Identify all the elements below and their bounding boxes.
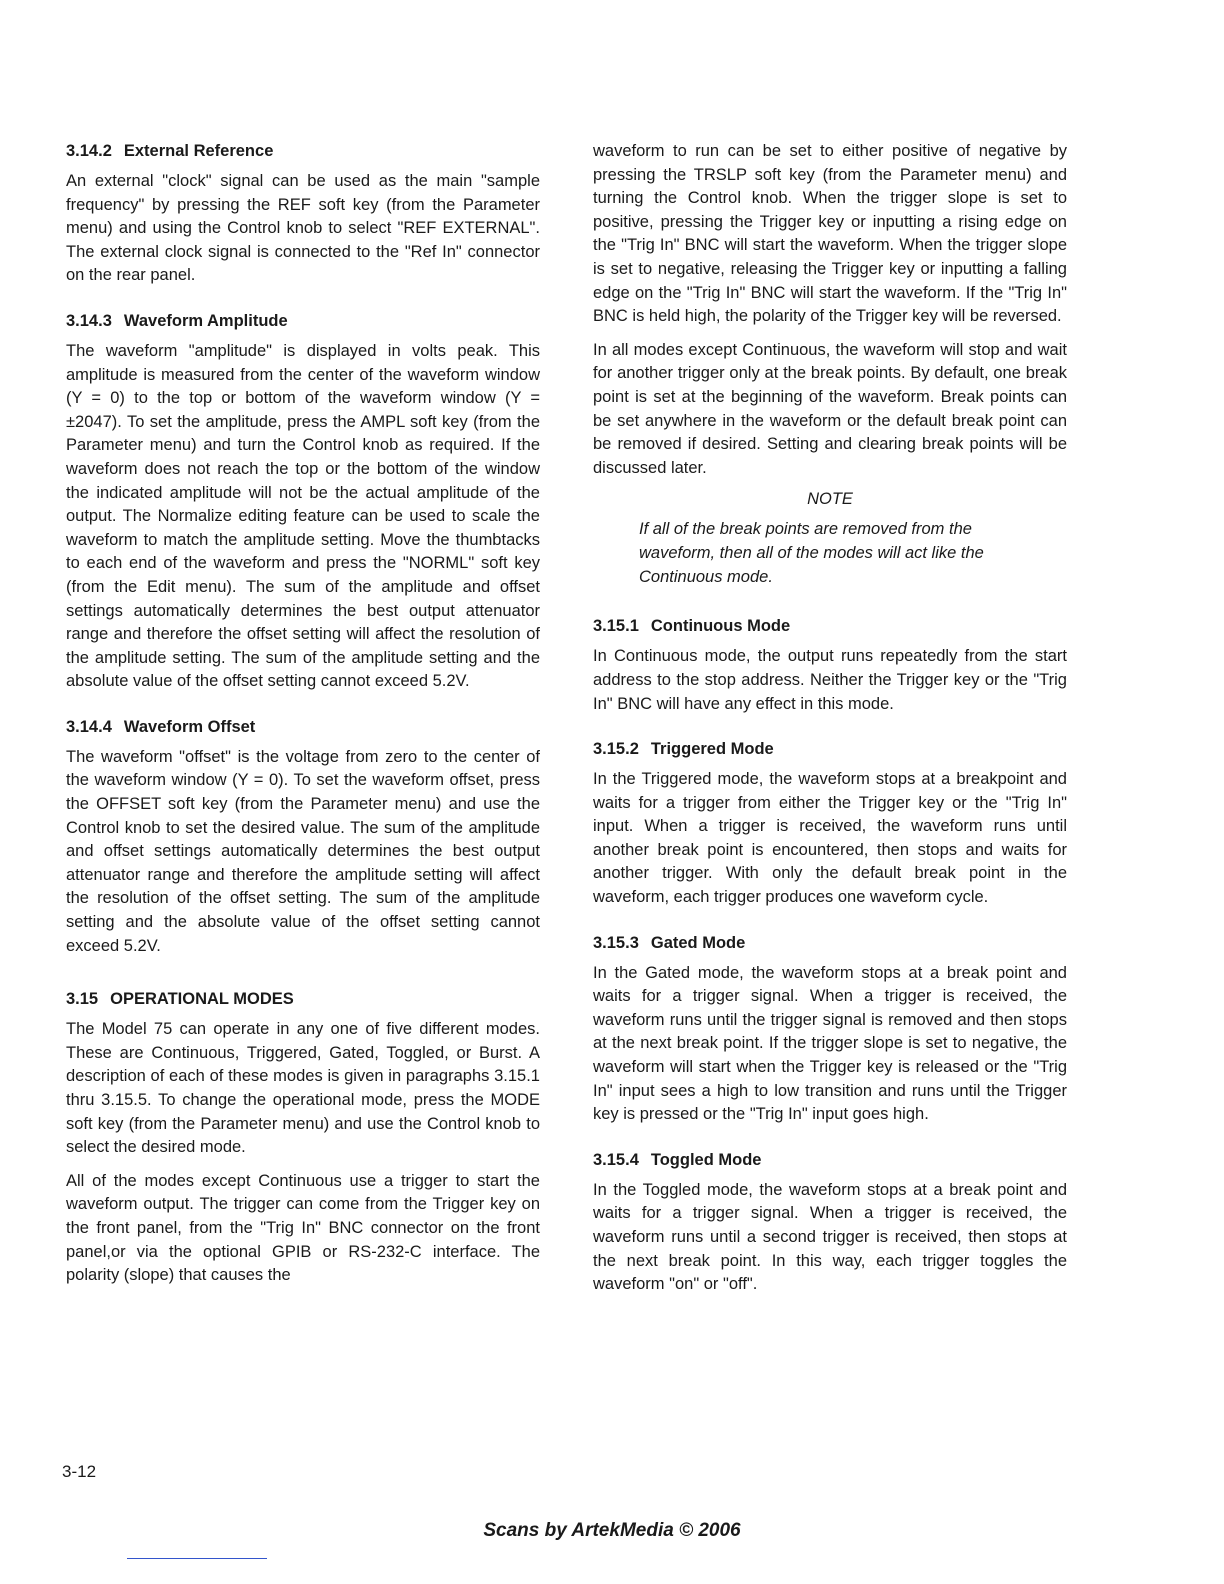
paragraph: waveform to run can be set to either positive of negative by pressing the TRSLP soft key (from the Parameter menu) and turning the Control knob. When the trigger slope is set to positive, pressing the Trigger key or inputting a rising edge on the "Trig In" BNC will start the waveform. When the trigger slope is set to negative, releasing the Trigger key or inputting a falling edge on the "Trig In" BNC will start the waveform. If the "Trig In" BNC is held high, the polarity of the Trigger key will be reversed.: [593, 142, 1067, 326]
paragraph: An external "clock" signal can be used as the main "sample frequency" by pressing the REF soft key (from the Parameter menu) and using the Control knob to select "REF EXTERNAL". The external clock signal is connected to the "Ref In" connector on the rear panel.: [66, 172, 540, 285]
left-column: [66, 140, 540, 1298]
page-number: 3-12: [62, 1462, 97, 1481]
section-heading-waveform-offset: [66, 716, 540, 738]
right-column: [593, 140, 1067, 1307]
paragraph: In Continuous mode, the output runs repeatedly from the start address to the stop address. Neither the Trigger key or the "Trig In" BNC will have any effect in this mode.: [593, 647, 1067, 713]
section-title: Waveform Offset: [123, 717, 256, 736]
section-heading-triggered-mode: [593, 738, 1067, 760]
section-title: Triggered Mode: [650, 740, 774, 759]
section-title: Toggled Mode: [650, 1150, 762, 1169]
section-title: OPERATIONAL MODES: [110, 990, 294, 1009]
paragraph: All of the modes except Continuous use a trigger to start the waveform output. The trigger can come from the Trigger key on the front panel, from the "Trig In" BNC connector on the front panel,or via the optional GPIB or RS-232-C interface. The polarity (slope) that causes the: [66, 1171, 540, 1285]
section-number: 3.14.3: [66, 311, 112, 330]
paragraph: The waveform "amplitude" is displayed in volts peak. This amplitude is measured from the center of the waveform window (Y = 0) to the top or bottom of the waveform window (Y = ±2047). To set the amplitude, press the AMPL soft key (from the Parameter menu) and turn the Control knob as required. If the waveform does not reach the top or the bottom of the window the indicated amplitude will not be the actual amplitude of the output. The Normalize editing feature can be used to scale the waveform to match the amplitude setting. Move the thumbtacks to each end of the waveform and press the "NORML" soft key (from the Edit menu). The sum of the amplitude and offset settings automatically determines the best output attenuator range and therefore the offset setting will affect the resolution of the amplitude setting. The sum of the amplitude setting and the absolute value of the offset setting cannot exceed 5.2V.: [66, 341, 540, 691]
paragraph: In the Triggered mode, the waveform stops at a breakpoint and waits for a trigger from either the Trigger key or the "Trig In" input. When a trigger is received, the waveform runs until another break point is encountered, then stops and waits for another trigger. With only the default break point in the waveform, each trigger produces one waveform cycle.: [593, 770, 1067, 907]
footer-divider: [127, 1558, 267, 1559]
paragraph: In the Toggled mode, the waveform stops at a break point and waits for a trigger signal. When a trigger is received, the waveform runs until a second trigger is received, then stops at the next break point. In this way, each trigger toggles the waveform "on" or "off".: [593, 1180, 1067, 1294]
paragraph: In all modes except Continuous, the waveform will stop and wait for another trigger only at the break points. By default, one break point is set at the beginning of the waveform. Break points can be set anywhere in the waveform or the default break point can be removed if desired. Setting and clearing break points will be discussed later.: [593, 340, 1067, 477]
section-number: 3.15.3: [593, 933, 639, 952]
section-number: 3.15: [66, 990, 99, 1009]
section-title: Continuous Mode: [650, 617, 791, 636]
section-title: Waveform Amplitude: [123, 311, 288, 330]
section-heading-toggled-mode: [593, 1149, 1067, 1171]
note-body: If all of the break points are removed from the waveform, then all of the modes will act like the Continuous mode.: [639, 520, 984, 587]
section-heading-continuous-mode: [593, 615, 1067, 637]
section-heading-external-reference: [66, 140, 540, 162]
section-number: 3.15.4: [593, 1150, 639, 1169]
paragraph: In the Gated mode, the waveform stops at a break point and waits for a trigger signal. When a trigger is received, the waveform runs until the trigger signal is removed and then stops at the next break point. If the trigger slope is set to negative, the waveform will start when the Trigger key is released or the "Trig In" input sees a high to low transition and runs until the Trigger key is pressed or the "Trig In" input goes high.: [593, 963, 1067, 1124]
section-number: 3.14.2: [66, 142, 112, 160]
section-title: External Reference: [123, 142, 274, 160]
section-title: Gated Mode: [650, 933, 746, 952]
section-number: 3.15.2: [593, 740, 639, 759]
section-heading-operational-modes: [66, 988, 540, 1010]
section-number: 3.15.1: [593, 617, 639, 636]
section-heading-waveform-amplitude: [66, 310, 540, 332]
paragraph: The waveform "offset" is the voltage from zero to the center of the waveform window (Y = 0). To set the waveform offset, press the OFFSET soft key (from the Parameter menu) and use the Control knob to set the desired value. The sum of the amplitude and offset settings automatically determines the best output attenuator range and therefore the amplitude setting will affect the resolution of the offset setting. The sum of the amplitude setting and the absolute value of the offset setting cannot exceed 5.2V.: [66, 747, 540, 955]
footer-credit: Scans by ArtekMedia © 2006: [483, 1520, 741, 1541]
note-title: NOTE: [807, 490, 853, 509]
section-number: 3.14.4: [66, 717, 112, 736]
paragraph: The Model 75 can operate in any one of five different modes. These are Continuous, Triggered, Gated, Toggled, or Burst. A description of each of these modes is given in paragraphs 3.15.1 thru 3.15.5. To change the operational mode, press the MODE soft key (from the Parameter menu) and use the Control knob to select the desired mode.: [66, 1020, 540, 1157]
section-heading-gated-mode: [593, 932, 1067, 954]
